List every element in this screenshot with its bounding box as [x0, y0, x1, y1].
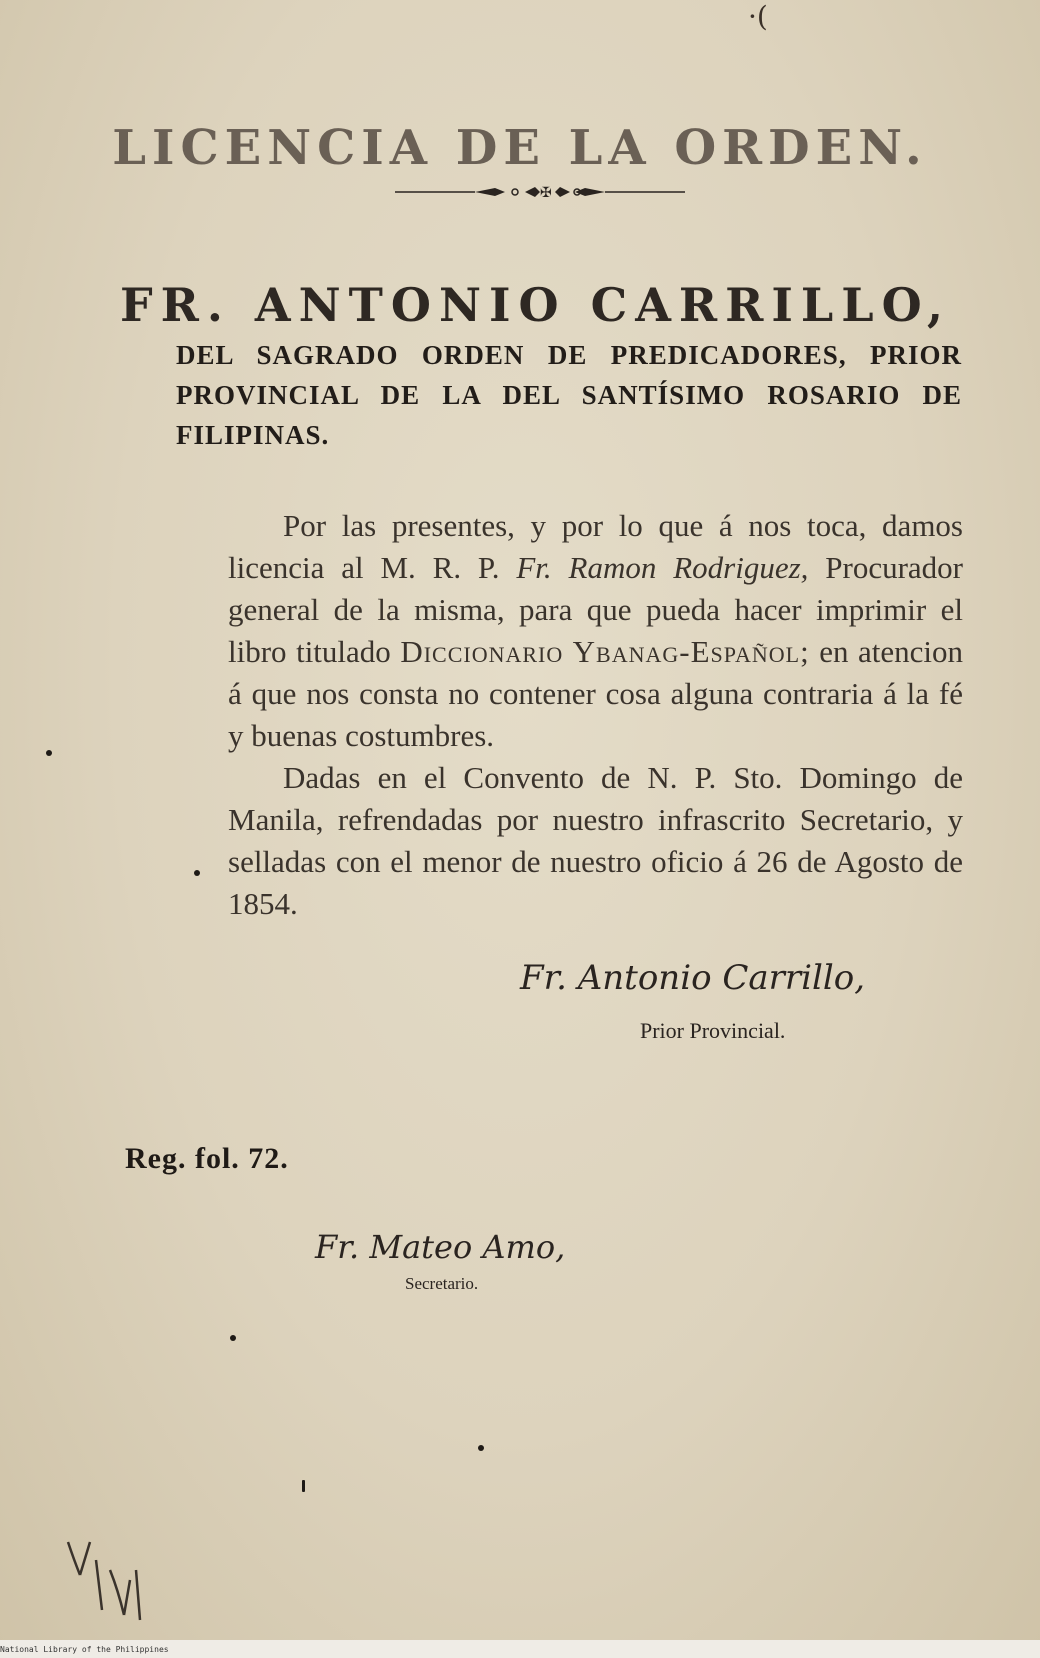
- signature-secretary: Fr. Mateo Amo,: [315, 1228, 566, 1266]
- ink-speck: [478, 1445, 484, 1451]
- register-folio: Reg. fol. 72.: [125, 1142, 289, 1175]
- ink-speck: [194, 870, 200, 876]
- corner-mark: ·(: [748, 0, 768, 33]
- paragraph-2: Dadas en el Convento de N. P. Sto. Domingo de Manila, refrendadas por nuestro infrascrito Secretario, y selladas con el menor de nuestro oficio á 26 de Agosto de 1854.: [228, 760, 963, 921]
- ink-speck: [46, 750, 52, 756]
- heading-subtitle: DEL SAGRADO ORDEN DE PREDICADORES, PRIOR PROVINCIAL DE LA DEL SANTÍSIMO ROSARIO DE FILIPINAS.: [176, 340, 962, 450]
- ink-speck: [230, 1335, 236, 1341]
- signature-prior-title: Prior Provincial.: [640, 1018, 786, 1043]
- paragraph-1: Por las presentes, y por lo que á nos toca, damos licencia al M. R. P. Fr. Ramon Rodriguez, Procurador general de la misma, para que pueda hacer imprimir el libro titulado Diccionario Ybanag-Español; en atencion á que nos consta no contener cosa alguna contraria á la fé y buenas costumbres.: [228, 508, 964, 753]
- ornament-divider: [395, 182, 685, 202]
- procurator-name: Fr. Ramon Rodriguez,: [516, 550, 809, 585]
- ink-speck: [302, 1480, 305, 1492]
- heading-name: FR. ANTONIO CARRILLO,: [120, 278, 951, 332]
- license-body: [228, 505, 963, 925]
- page-title: LICENCIA DE LA ORDEN.: [112, 120, 928, 176]
- book-title: Diccionario Ybanag-Español;: [400, 634, 810, 669]
- svg-text:✠: ✠: [540, 185, 552, 201]
- signature-secretary-title: Secretario.: [405, 1274, 479, 1293]
- signature-prior: Fr. Antonio Carrillo,: [520, 958, 866, 998]
- handwritten-mark: [60, 1530, 150, 1625]
- footer-credit: National Library of the Philippines: [0, 1645, 169, 1654]
